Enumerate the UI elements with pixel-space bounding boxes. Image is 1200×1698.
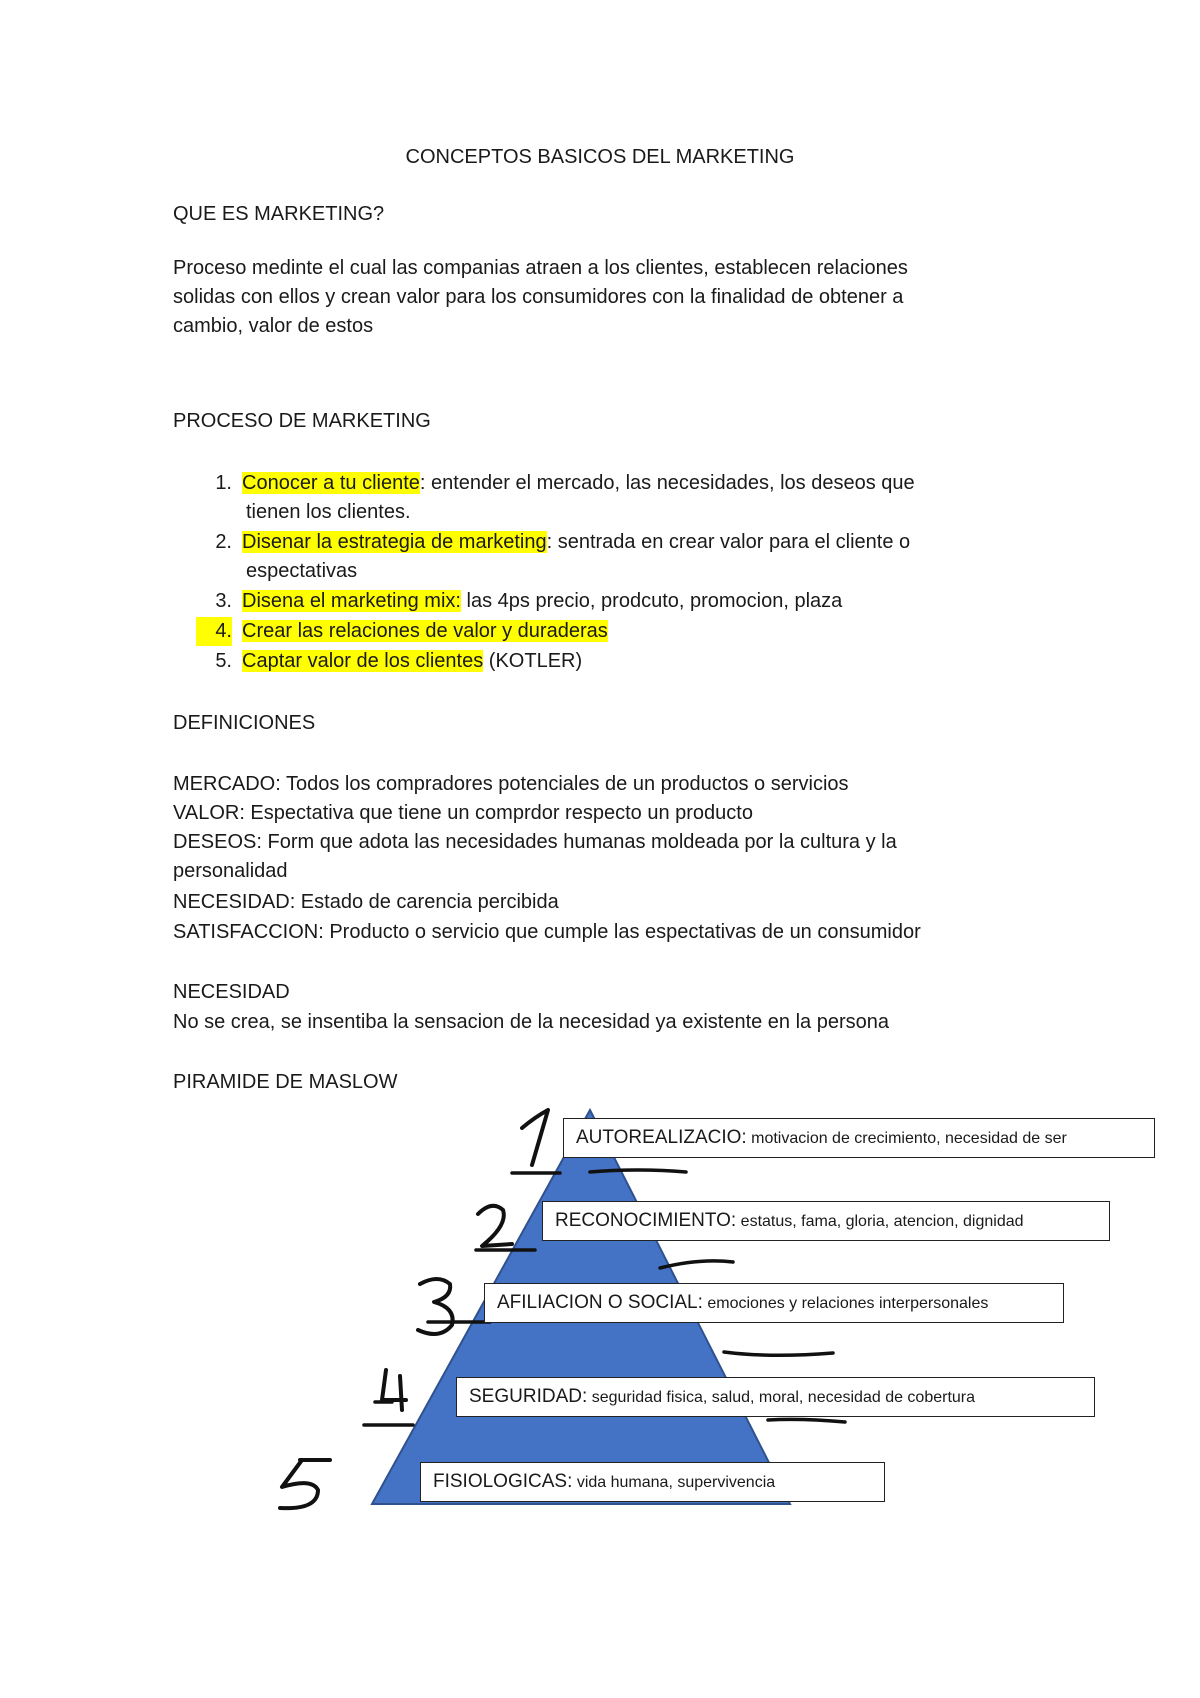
definition-line: Proceso medinte el cual las companias atraen a los clientes, establecen relaciones (173, 257, 908, 279)
maslow-level-3-box (484, 1283, 1064, 1323)
list-number: 5. (215, 650, 232, 672)
number-3-glyph (418, 1279, 453, 1334)
page-title: CONCEPTOS BASICOS DEL MARKETING (405, 146, 795, 168)
list-number: 1. (215, 472, 232, 494)
number-5-glyph (280, 1460, 330, 1508)
definition-line: solidas con ellos y crean valor para los consumidores con la finalidad de obtener a (173, 286, 904, 308)
level-description: motivacion de crecimiento, necesidad de ser (746, 1130, 1067, 1147)
level-label: AUTOREALIZACIO: (576, 1127, 747, 1148)
maslow-level-5-box (420, 1462, 885, 1502)
highlighted-text: Crear las relaciones de valor y duraderas (242, 620, 608, 642)
process-heading: PROCESO DE MARKETING (173, 410, 431, 432)
number-4-glyph (382, 1370, 406, 1410)
highlighted-text: Conocer a tu cliente (242, 472, 420, 494)
definitions-heading: DEFINICIONES (173, 712, 316, 734)
process-item-2-continuation: espectativas (246, 560, 358, 582)
maslow-heading: PIRAMIDE DE MASLOW (173, 1071, 398, 1093)
item-text: : entender el mercado, las necesidades, los deseos que (419, 472, 915, 494)
maslow-level-2-box (542, 1201, 1110, 1241)
maslow-level-4-box (456, 1377, 1095, 1417)
level-label: AFILIACION O SOCIAL: (497, 1292, 703, 1313)
maslow-level-1-box (563, 1118, 1155, 1158)
level-description: emociones y relaciones interpersonales (702, 1295, 989, 1312)
list-number: 4. (196, 617, 232, 646)
item-text: : sentrada en crear valor para el cliente o (546, 531, 911, 553)
level-description: estatus, fama, gloria, atencion, dignidad (736, 1213, 1024, 1230)
definition-deseos: DESEOS: Form que adota las necesidades humanas moldeada por la cultura y la (173, 831, 897, 853)
definition-line: cambio, valor de estos (173, 315, 374, 337)
level-label: FISIOLOGICAS: (433, 1471, 573, 1492)
definition-deseos-cont: personalidad (173, 860, 288, 882)
number-2-glyph (478, 1206, 512, 1246)
process-item-1-continuation: tienen los clientes. (246, 501, 411, 523)
item-text: las 4ps precio, prodcuto, promocion, plaza (460, 590, 843, 612)
highlighted-text: Disena el marketing mix: (242, 590, 461, 612)
level-label: SEGURIDAD: (469, 1386, 588, 1407)
level-description: seguridad fisica, salud, moral, necesidad de cobertura (587, 1389, 976, 1406)
item-text: (KOTLER) (483, 650, 583, 672)
highlighted-text: Captar valor de los clientes (242, 650, 484, 672)
level-label: RECONOCIMIENTO: (555, 1210, 737, 1231)
definition-valor: VALOR: Espectativa que tiene un comprdor respecto un producto (173, 802, 753, 824)
necesidad-heading: NECESIDAD (173, 981, 290, 1003)
definition-satisfaccion: SATISFACCION: Producto o servicio que cumple las espectativas de un consumidor (173, 921, 921, 943)
list-number: 3. (215, 590, 232, 612)
number-1-glyph (522, 1110, 548, 1165)
definition-necesidad: NECESIDAD: Estado de carencia percibida (173, 891, 559, 913)
level-description: vida humana, supervivencia (572, 1474, 776, 1491)
necesidad-text: No se crea, se insentiba la sensacion de la necesidad ya existente en la persona (173, 1011, 890, 1033)
question-heading: QUE ES MARKETING? (173, 203, 385, 225)
definition-mercado: MERCADO: Todos los compradores potenciales de un productos o servicios (173, 773, 849, 795)
list-number: 2. (215, 531, 232, 553)
highlighted-text: Disenar la estrategia de marketing (242, 531, 547, 553)
